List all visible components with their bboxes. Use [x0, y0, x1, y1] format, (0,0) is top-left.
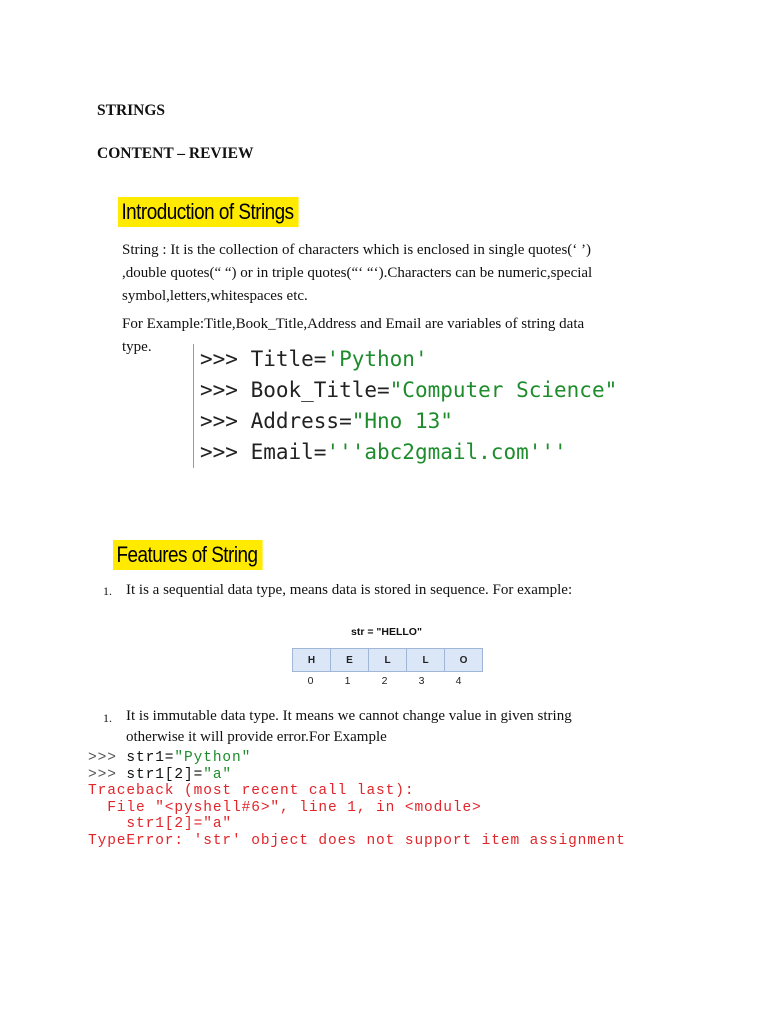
sequence-index: 4 [455, 675, 462, 687]
sequence-indices [292, 675, 477, 687]
list-number: 1. [103, 584, 112, 598]
document-title: STRINGS [97, 102, 166, 119]
prompt: >>> [88, 766, 127, 783]
code-line [200, 344, 617, 375]
document-subtitle: CONTENT – REVIEW [97, 145, 254, 162]
sequence-index: 3 [418, 675, 425, 687]
sequence-index: 0 [307, 675, 314, 687]
variables-code-block [193, 344, 617, 468]
sequence-index: 1 [344, 675, 351, 687]
shell-code: str1= [126, 750, 175, 766]
intro-heading: Introduction of Strings [118, 197, 299, 227]
feature-immutable [126, 706, 572, 748]
traceback-line: File "<pyshell#6>", line 1, in <module> [88, 799, 482, 816]
shell-line [88, 750, 626, 767]
sequence-cell: L [406, 648, 445, 672]
code-string: '''abc2gmail.com''' [326, 440, 567, 464]
feature-line: otherwise it will provide error.For Example [126, 729, 387, 745]
example-line: For Example:Title,Book_Title,Address and Email are variables of string data [122, 316, 585, 332]
prompt: >>> [200, 409, 251, 433]
feature-sequential: It is a sequential data type, means data is stored in sequence. For example: [126, 582, 573, 598]
python-shell-output [88, 750, 626, 849]
intro-line: String : It is the collection of characters which is enclosed in single quotes(‘ ’) [122, 242, 592, 258]
sequence-cell: O [444, 648, 483, 672]
feature-line: It is immutable data type. It means we cannot change value in given string [126, 708, 572, 724]
error-line: TypeError: 'str' object does not support item assignment [88, 832, 626, 849]
prompt: >>> [88, 750, 127, 766]
code-var: Book_Title= [250, 378, 390, 402]
shell-code: str1[2]= [126, 766, 204, 783]
prompt: >>> [200, 347, 251, 371]
code-string: "Computer Science" [389, 378, 618, 402]
code-string: 'Python' [326, 347, 428, 371]
sequence-cell: H [292, 648, 331, 672]
code-string: "Hno 13" [351, 409, 453, 433]
code-line [200, 375, 617, 406]
sequence-cell: L [368, 648, 407, 672]
shell-string: "a" [203, 766, 233, 783]
sequence-index: 2 [381, 675, 388, 687]
features-heading: Features of String [113, 540, 263, 570]
list-number: 1. [103, 711, 112, 725]
shell-string: "Python" [174, 750, 252, 766]
sequence-cell: E [330, 648, 369, 672]
sequence-cells [292, 648, 482, 672]
shell-line [88, 767, 626, 784]
intro-line: ,double quotes(“ “) or in triple quotes(“‘ “‘).Characters can be numeric,special [122, 265, 593, 281]
code-line [200, 437, 617, 468]
prompt: >>> [200, 440, 251, 464]
traceback-line: Traceback (most recent call last): [88, 783, 415, 799]
code-line [200, 406, 617, 437]
code-var: Title= [250, 347, 327, 371]
traceback-line: str1[2]="a" [88, 816, 233, 832]
code-var: Email= [250, 440, 327, 464]
example-line: type. [122, 339, 152, 355]
code-var: Address= [250, 409, 352, 433]
intro-line: symbol,letters,whitespaces etc. [122, 288, 308, 304]
prompt: >>> [200, 378, 251, 402]
sequence-title: str = "HELLO" [351, 626, 422, 638]
intro-paragraph [122, 239, 652, 308]
